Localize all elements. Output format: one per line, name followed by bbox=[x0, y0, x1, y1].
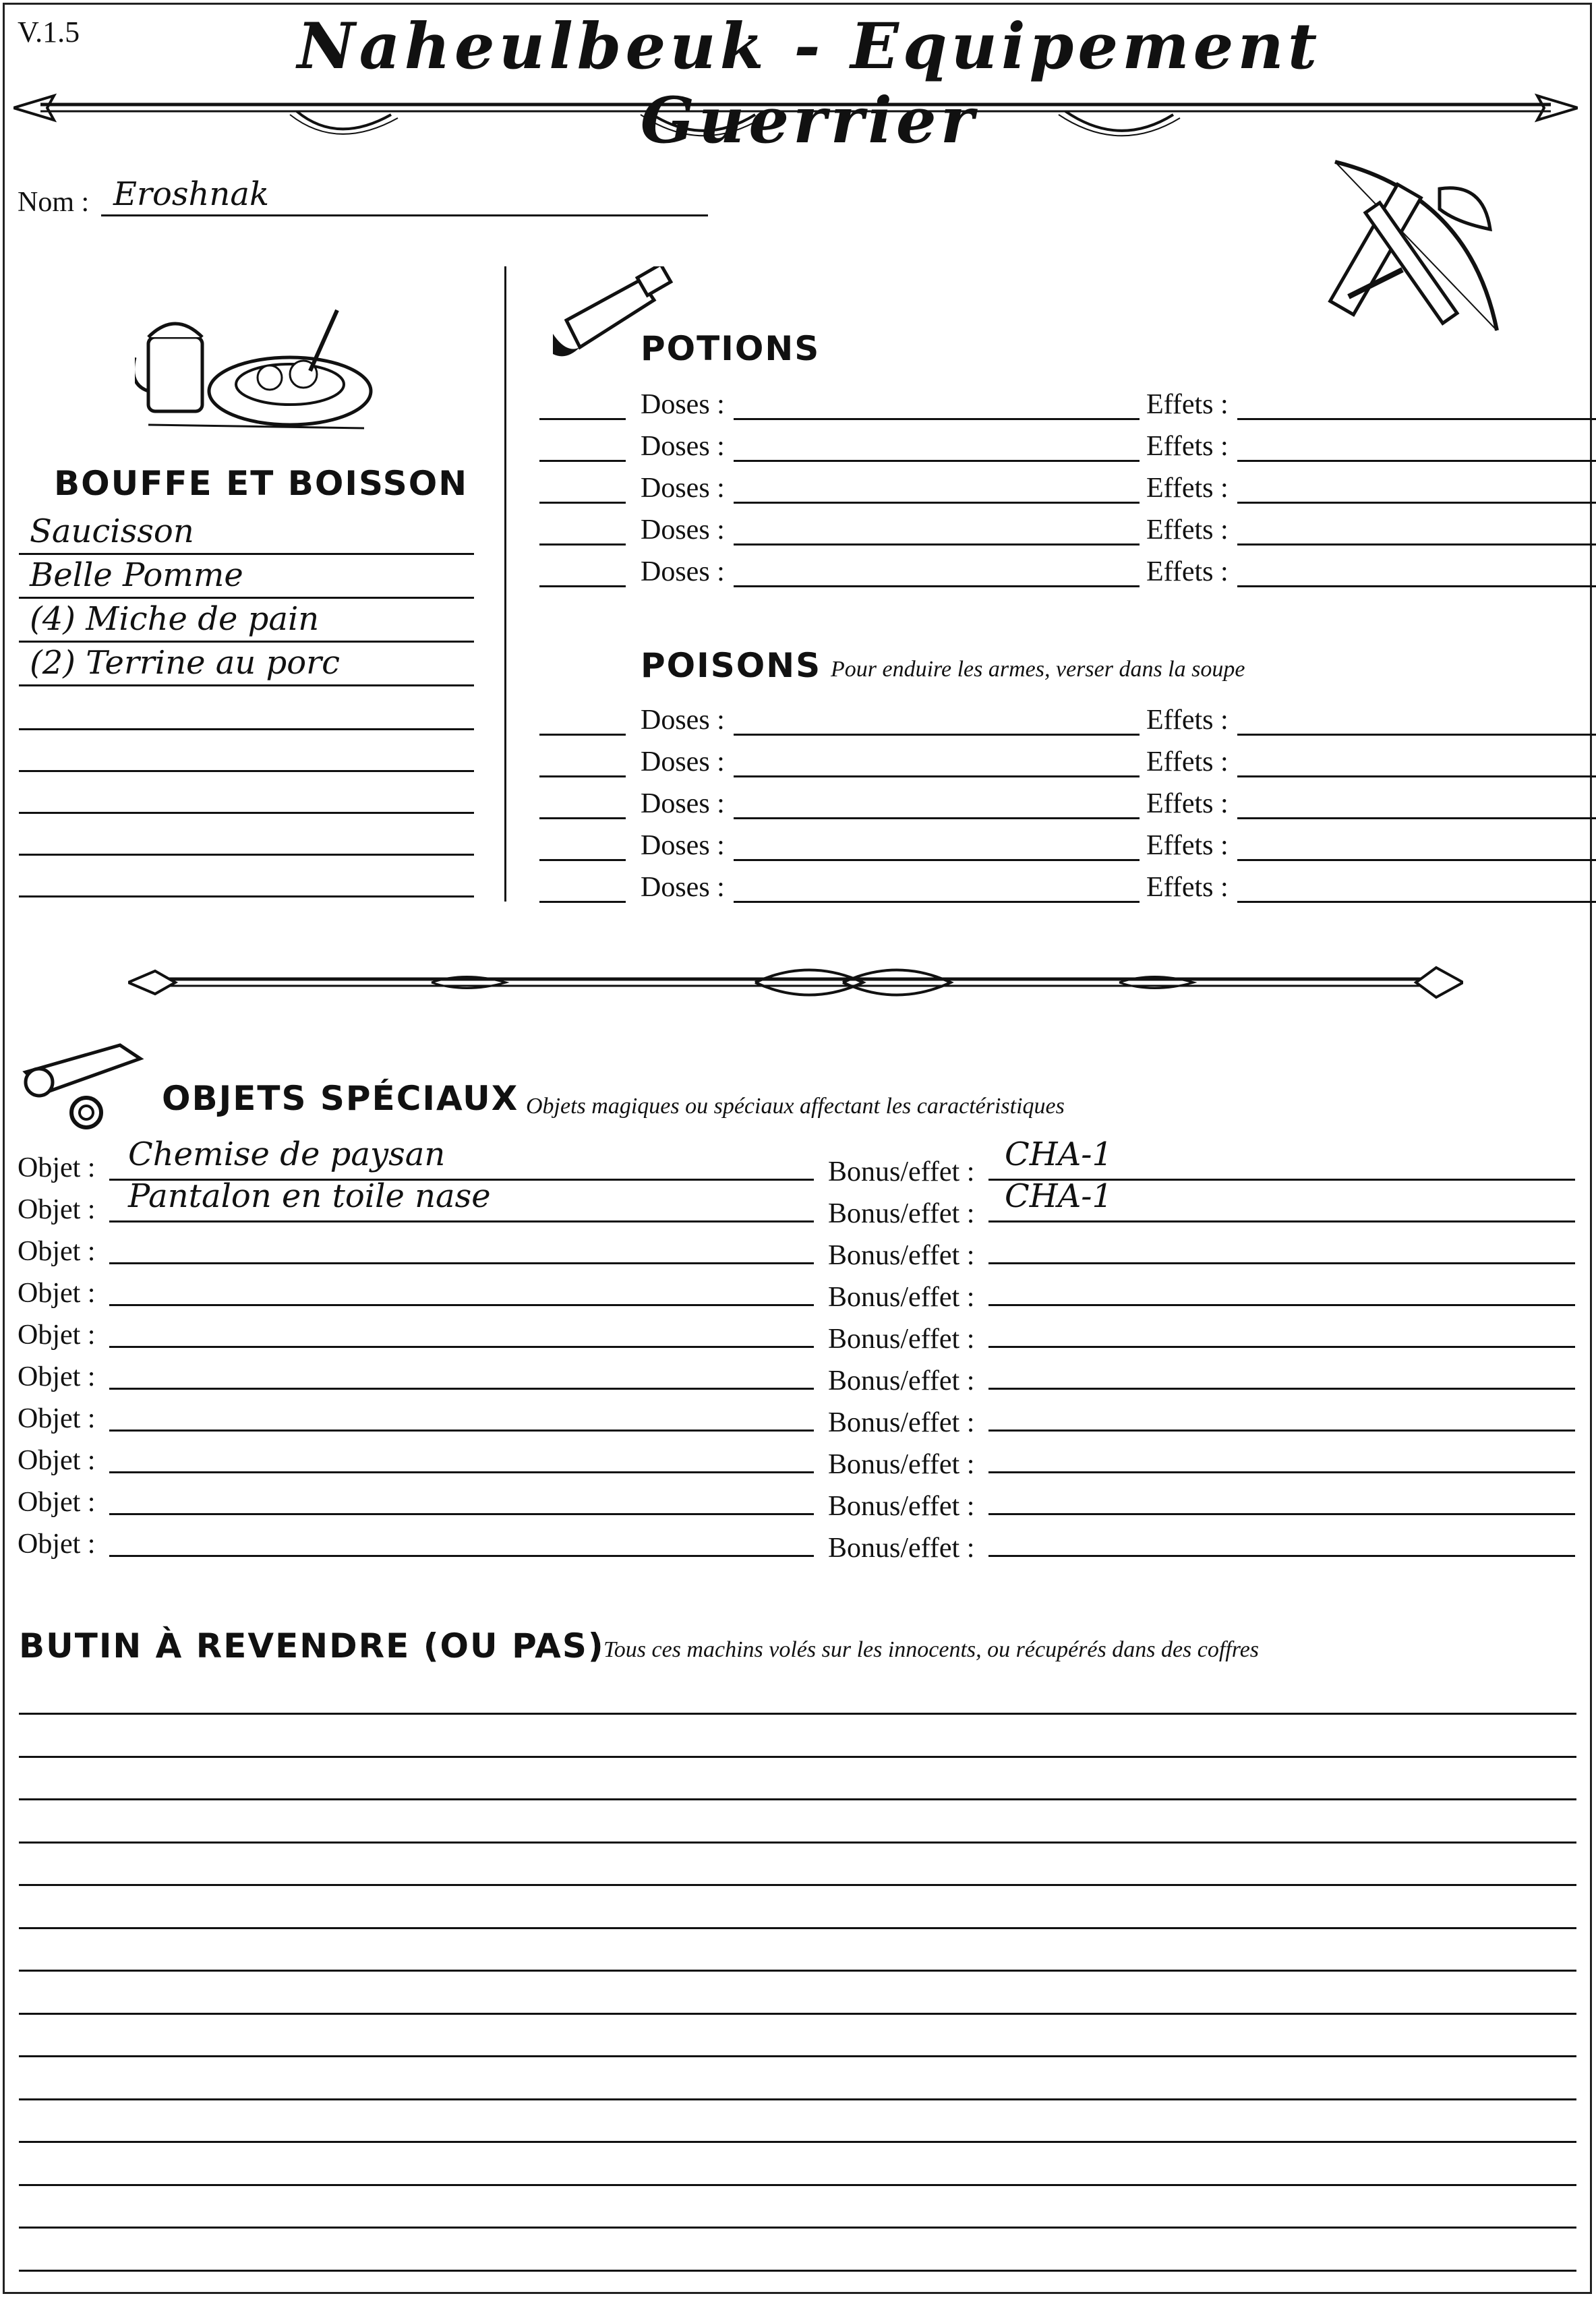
poison-effets-line[interactable] bbox=[1237, 859, 1596, 861]
poison-doses-line[interactable] bbox=[734, 775, 1140, 777]
bonus-label: Bonus/effet : bbox=[828, 1407, 975, 1438]
bouffe-line[interactable] bbox=[19, 895, 474, 897]
poison-doses-label: Doses : bbox=[641, 705, 725, 736]
objet-line[interactable] bbox=[109, 1304, 814, 1306]
objet-label: Objet : bbox=[18, 1278, 96, 1309]
bonus-line[interactable] bbox=[988, 1262, 1575, 1264]
bonus-label: Bonus/effet : bbox=[828, 1156, 975, 1187]
bonus-label: Bonus/effet : bbox=[828, 1240, 975, 1271]
butin-line[interactable] bbox=[19, 2098, 1576, 2100]
version-label: V.1.5 bbox=[18, 16, 80, 49]
potion-qty-line[interactable] bbox=[539, 585, 626, 587]
poison-effets-label: Effets : bbox=[1146, 705, 1229, 736]
poison-qty-line[interactable] bbox=[539, 859, 626, 861]
bonus-line[interactable] bbox=[988, 1346, 1575, 1348]
poison-doses-label: Doses : bbox=[641, 830, 725, 861]
butin-subtitle: Tous ces machins volés sur les innocents, ou récupérés dans des coffres bbox=[603, 1637, 1260, 1662]
bonus-label: Bonus/effet : bbox=[828, 1324, 975, 1355]
poison-qty-line[interactable] bbox=[539, 817, 626, 819]
poison-doses-label: Doses : bbox=[641, 788, 725, 819]
bouffe-line[interactable] bbox=[19, 553, 474, 555]
poison-effets-line[interactable] bbox=[1237, 734, 1596, 736]
poison-doses-line[interactable] bbox=[734, 859, 1140, 861]
potion-effets-line[interactable] bbox=[1237, 585, 1596, 587]
bonus-line[interactable] bbox=[988, 1388, 1575, 1390]
bouffe-item: (2) Terrine au porc bbox=[30, 644, 341, 682]
bouffe-line[interactable] bbox=[19, 812, 474, 814]
poison-doses-label: Doses : bbox=[641, 872, 725, 903]
potion-doses-line[interactable] bbox=[734, 543, 1140, 546]
poison-effets-label: Effets : bbox=[1146, 746, 1229, 777]
butin-line[interactable] bbox=[19, 2055, 1576, 2057]
poison-qty-line[interactable] bbox=[539, 901, 626, 903]
objet-label: Objet : bbox=[18, 1445, 96, 1476]
bonus-label: Bonus/effet : bbox=[828, 1491, 975, 1522]
bonus-label: Bonus/effet : bbox=[828, 1449, 975, 1480]
column-separator bbox=[504, 266, 506, 902]
spear-divider-icon bbox=[13, 81, 1578, 148]
objet-label: Objet : bbox=[18, 1320, 96, 1351]
potion-effets-label: Effets : bbox=[1146, 473, 1229, 504]
poison-doses-label: Doses : bbox=[641, 746, 725, 777]
potion-effets-label: Effets : bbox=[1146, 431, 1229, 462]
butin-line[interactable] bbox=[19, 1884, 1576, 1886]
objet-label: Objet : bbox=[18, 1487, 96, 1518]
butin-line[interactable] bbox=[19, 2270, 1576, 2272]
potion-doses-line[interactable] bbox=[734, 502, 1140, 504]
objet-line[interactable] bbox=[109, 1346, 814, 1348]
nom-label: Nom : bbox=[18, 187, 90, 218]
staff-divider-icon bbox=[128, 958, 1463, 1005]
butin-line[interactable] bbox=[19, 2013, 1576, 2015]
butin-line[interactable] bbox=[19, 2141, 1576, 2143]
butin-line[interactable] bbox=[19, 1970, 1576, 1972]
poison-qty-line[interactable] bbox=[539, 775, 626, 777]
objet-label: Objet : bbox=[18, 1403, 96, 1434]
objets-subtitle: Objets magiques ou spéciaux affectant les caractéristiques bbox=[526, 1094, 1065, 1119]
potion-qty-line[interactable] bbox=[539, 543, 626, 546]
poisons-subtitle: Pour enduire les armes, verser dans la soupe bbox=[831, 657, 1245, 682]
butin-line[interactable] bbox=[19, 1713, 1576, 1715]
poison-effets-label: Effets : bbox=[1146, 872, 1229, 903]
bouffe-line[interactable] bbox=[19, 641, 474, 643]
nom-value: Eroshnak bbox=[113, 175, 270, 213]
butin-line[interactable] bbox=[19, 1798, 1576, 1800]
poison-doses-line[interactable] bbox=[734, 734, 1140, 736]
butin-line[interactable] bbox=[19, 1927, 1576, 1929]
poison-doses-line[interactable] bbox=[734, 901, 1140, 903]
bonus-line[interactable] bbox=[988, 1555, 1575, 1557]
potions-heading: POTIONS bbox=[641, 329, 821, 368]
crossed-weapons-icon bbox=[1322, 155, 1524, 344]
potion-effets-line[interactable] bbox=[1237, 418, 1596, 420]
bonus-label: Bonus/effet : bbox=[828, 1365, 975, 1396]
bonus-line[interactable] bbox=[988, 1304, 1575, 1306]
potion-qty-line[interactable] bbox=[539, 502, 626, 504]
potion-effets-label: Effets : bbox=[1146, 389, 1229, 420]
bouffe-line[interactable] bbox=[19, 684, 474, 686]
bouffe-line[interactable] bbox=[19, 854, 474, 856]
bouffe-line[interactable] bbox=[19, 597, 474, 599]
potion-effets-line[interactable] bbox=[1237, 460, 1596, 462]
poison-doses-line[interactable] bbox=[734, 817, 1140, 819]
poison-effets-line[interactable] bbox=[1237, 775, 1596, 777]
potion-effets-line[interactable] bbox=[1237, 502, 1596, 504]
objet-value: Chemise de paysan bbox=[128, 1136, 446, 1173]
potion-doses-line[interactable] bbox=[734, 418, 1140, 420]
bonus-label: Bonus/effet : bbox=[828, 1282, 975, 1313]
objet-value: Pantalon en toile nase bbox=[128, 1177, 491, 1215]
poison-effets-label: Effets : bbox=[1146, 830, 1229, 861]
objet-line[interactable] bbox=[109, 1555, 814, 1557]
objet-line[interactable] bbox=[109, 1513, 814, 1515]
potion-doses-line[interactable] bbox=[734, 460, 1140, 462]
bonus-label: Bonus/effet : bbox=[828, 1533, 975, 1564]
page-title: Naheulbeuk - Equipement Guerrier bbox=[297, 9, 1322, 158]
nom-field-line[interactable] bbox=[101, 214, 708, 216]
potion-doses-label: Doses : bbox=[641, 389, 725, 420]
bouffe-heading: BOUFFE ET BOISSON bbox=[54, 464, 469, 503]
bonus-line[interactable] bbox=[988, 1430, 1575, 1432]
potion-effets-line[interactable] bbox=[1237, 543, 1596, 546]
poisons-heading: POISONS bbox=[641, 646, 822, 685]
bonus-line[interactable] bbox=[988, 1513, 1575, 1515]
objet-label: Objet : bbox=[18, 1236, 96, 1267]
potion-effets-label: Effets : bbox=[1146, 514, 1229, 546]
potion-doses-label: Doses : bbox=[641, 473, 725, 504]
bouffe-item: (4) Miche de pain bbox=[30, 600, 320, 638]
poison-effets-line[interactable] bbox=[1237, 901, 1596, 903]
bouffe-line[interactable] bbox=[19, 770, 474, 772]
butin-line[interactable] bbox=[19, 2184, 1576, 2186]
butin-line[interactable] bbox=[19, 1842, 1576, 1844]
objet-line[interactable] bbox=[109, 1220, 814, 1222]
bouffe-item: Belle Pomme bbox=[30, 556, 243, 594]
poison-effets-label: Effets : bbox=[1146, 788, 1229, 819]
potion-doses-label: Doses : bbox=[641, 431, 725, 462]
potion-qty-line[interactable] bbox=[539, 460, 626, 462]
potion-doses-label: Doses : bbox=[641, 514, 725, 546]
objet-label: Objet : bbox=[18, 1529, 96, 1560]
bonus-value: CHA-1 bbox=[1005, 1177, 1113, 1215]
butin-line[interactable] bbox=[19, 1756, 1576, 1758]
food-plate-icon bbox=[135, 297, 378, 438]
objet-label: Objet : bbox=[18, 1194, 96, 1225]
bonus-line[interactable] bbox=[988, 1471, 1575, 1473]
poison-qty-line[interactable] bbox=[539, 734, 626, 736]
objet-line[interactable] bbox=[109, 1430, 814, 1432]
objet-label: Objet : bbox=[18, 1361, 96, 1392]
scroll-ring-icon bbox=[19, 1032, 154, 1133]
bouffe-item: Saucisson bbox=[30, 512, 194, 550]
objet-line[interactable] bbox=[109, 1262, 814, 1264]
potion-doses-label: Doses : bbox=[641, 556, 725, 587]
objet-line[interactable] bbox=[109, 1471, 814, 1473]
potion-qty-line[interactable] bbox=[539, 418, 626, 420]
potion-effets-label: Effets : bbox=[1146, 556, 1229, 587]
objets-heading: OBJETS SPÉCIAUX bbox=[162, 1079, 519, 1118]
butin-line[interactable] bbox=[19, 2227, 1576, 2229]
bonus-value: CHA-1 bbox=[1005, 1136, 1113, 1173]
objet-line[interactable] bbox=[109, 1388, 814, 1390]
potion-doses-line[interactable] bbox=[734, 585, 1140, 587]
bonus-line[interactable] bbox=[988, 1220, 1575, 1222]
objet-label: Objet : bbox=[18, 1152, 96, 1183]
poison-effets-line[interactable] bbox=[1237, 817, 1596, 819]
butin-heading: BUTIN À REVENDRE (OU PAS) bbox=[19, 1626, 605, 1666]
bouffe-line[interactable] bbox=[19, 728, 474, 730]
bonus-label: Bonus/effet : bbox=[828, 1198, 975, 1229]
